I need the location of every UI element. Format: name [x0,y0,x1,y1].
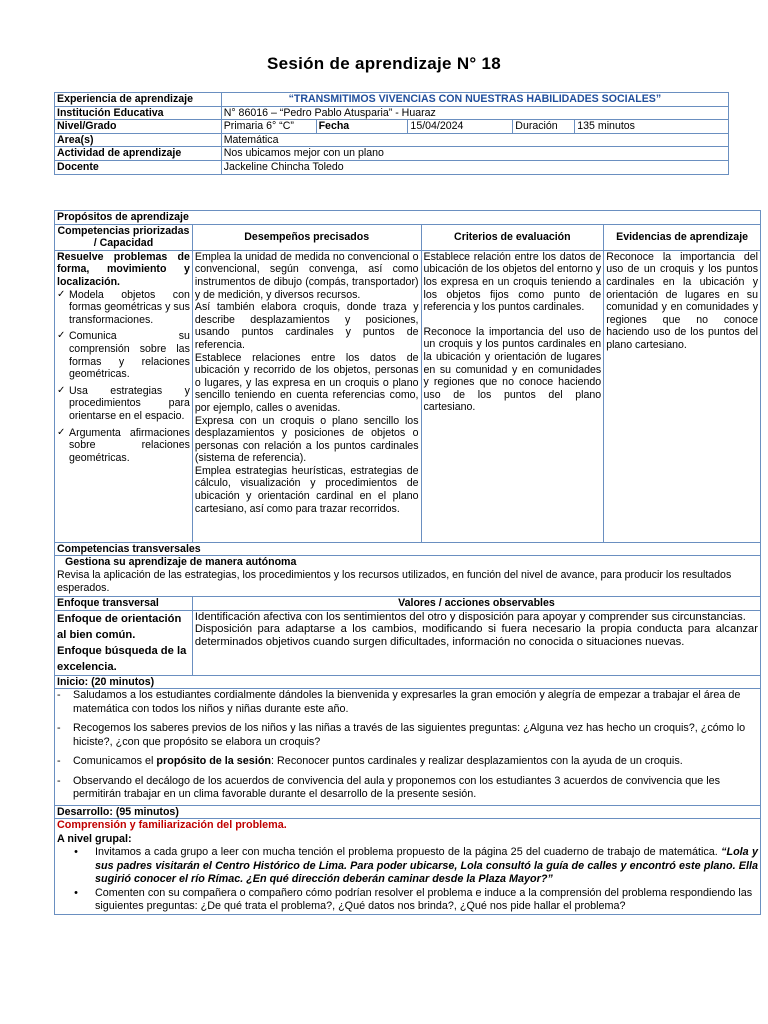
check-icon: ✓ [57,288,66,300]
fecha-label: Fecha [316,120,408,134]
desarrollo-item: • Comenten con su compañera o compañero cómo podrían resolver el problema e induce a la comprensión del problema respondiendo las siguientes preguntas: ¿De qué trata el problema?, ¿Qué datos nos brinda?, ¿Qué nos pide hallar el problema? [57,887,758,914]
valores-cell [192,610,760,675]
col-criterios: Criterios de evaluación [421,224,604,250]
actividad-value: Nos ubicamos mejor con un plano [221,147,728,161]
docente-value: Jackeline Chincha Toledo [221,160,728,174]
competencias-cell [55,250,193,542]
inicio-item: - Comunicamos el propósito de la sesión: Reconocer puntos cardinales y realizar desplazamientos con la ayuda de un croquis. [57,755,683,768]
inicio-heading: Inicio: (20 minutos) [55,675,761,689]
institucion-value: N° 86016 – “Pedro Pablo Atusparia” - Huaraz [221,106,728,120]
enfoque-2: Enfoque búsqueda de la excelencia. [57,644,187,673]
experiencia-value: “TRANSMITIMOS VIVENCIAS CON NUESTRAS HABILIDADES SOCIALES” [221,93,728,107]
capacidad-item: ✓ Comunica su comprensión sobre las formas y relaciones geométricas. [57,330,190,381]
area-label: Area(s) [55,133,222,147]
fecha-value: 15/04/2024 [408,120,513,134]
col-competencias: Competencias priorizadas / Capacidad [55,224,193,250]
duracion-label: Duración [513,120,575,134]
proposito-label: propósito de la sesión [156,755,272,768]
grupal-label: A nivel grupal: [57,832,132,845]
transversales-heading: Competencias transversales [55,542,761,556]
inicio-cell [55,689,761,806]
nivel-label: Nivel/Grado [55,120,222,134]
check-icon: ✓ [57,384,66,396]
page-title: Sesión de aprendizaje N° 18 [266,54,502,73]
criterio-text: Reconoce la importancia del uso de un croquis y los puntos cardinales en la ubicación y orientación de lugares en su comunidad y en comunidades y regiones que no conoce haciendo uso de los puntos del plano cartesiano. [423,325,602,414]
enfoque-label: Enfoque transversal [55,597,193,611]
actividad-label: Actividad de aprendizaje [55,147,222,161]
desempeno-text: Emplea estrategias heurísticas, estrategias de cálculo, visualización y procedimientos de ubicación y orientación cardinal en el plano cartesiano, así como para trazar recorridos. [194,464,419,515]
evidencias-cell: Reconoce la importancia del uso de un croquis y los puntos cardinales en la ubicación y orientación de lugares en su comunidad y en comunidades y regiones que no conoce haciendo uso de los puntos del plano cartesiano. [604,250,761,542]
desarrollo-cell [55,819,761,915]
col-desempenos: Desempeños precisados [192,224,421,250]
transversal-competencia-cell [55,556,761,597]
capacidad-item: ✓ Usa estrategias y procedimientos para orientarse en el espacio. [57,384,190,422]
check-icon: ✓ [57,330,66,342]
info-table [54,92,729,175]
bullet-icon: • [74,846,78,859]
duracion-value: 135 minutos [575,120,729,134]
criterio-text: Establece relación entre los datos de ubicación de los objetos del entorno y los expresa en un croquis teniendo a los objetos fijos como punto de referencia y los puntos cardinales. [423,250,602,314]
desarrollo-subheading: Comprensión y familiarización del problema. [57,819,287,832]
enfoque-1: Enfoque de orientación al bien común. [57,612,182,641]
experiencia-label: Experiencia de aprendizaje [55,93,222,107]
propositos-heading: Propósitos de aprendizaje [55,211,761,225]
valor-1: Identificación afectiva con los sentimientos del otro y disposición para apoyar y comprender sus circunstancias. [194,610,746,623]
session-table [54,210,761,915]
desempeno-text: Establece relaciones entre los datos de ubicación y recorrido de los objetos, personas o lugares, y las expresa en un croquis o plano sencillo teniendo en cuenta referencias como, por ejemplo, calles o avenidas. [194,351,419,414]
enfoques-cell [55,610,193,675]
valor-2: Disposición para adaptarse a los cambios, modificando si fuera necesario la propia conducta para alcanzar determinados objetivos cuando surgen dificultades, información no conocida o situaciones nuevas. [194,623,758,648]
bullet-icon: • [74,886,78,899]
desempeno-text: Emplea la unidad de medida no convencional o convencional, según convenga, así como instrumentos de dibujo (compás, transportador) y de medición, y diversos recursos. [194,250,419,301]
inicio-item: - Recogemos los saberes previos de los niños y las niñas a través de las siguientes preguntas: ¿Alguna vez has hecho un croquis?, ¿cómo lo hiciste?, ¿con que propósito se elabora un croquis? [57,722,746,748]
col-evidencias: Evidencias de aprendizaje [604,224,761,250]
desarrollo-item: • Invitamos a cada grupo a leer con mucha tención el problema propuesto de la página 25 del cuaderno de trabajo de matemática. “Lola y sus padres visitarán el Centro Histórico de Lima. Para poder ubicarse, Lola consultó la guía de calles y encontró este plano. Ella sugirió conocer el río Rímac. ¿En qué dirección deberán caminar desde la Plaza Mayor?” [57,846,758,887]
desempeno-text: Así también elabora croquis, donde traza y describe desplazamientos y posiciones, usando puntos cardinales y puntos de referencia. [194,301,419,351]
capacidad-item: ✓ Argumenta afirmaciones sobre relaciones geométricas. [57,426,190,464]
capacidad-item: ✓ Modela objetos con formas geométricas y sus transformaciones. [57,288,190,326]
docente-label: Docente [55,160,222,174]
desarrollo-heading: Desarrollo: (95 minutos) [55,805,761,819]
desempenos-cell [192,250,421,542]
area-value: Matemática [221,133,728,147]
transversal-descripcion: Revisa la aplicación de las estrategias, los procedimientos y los recursos utilizados, en función del nivel de avance, para producir los resultados esperados. [57,568,732,594]
criterios-cell [421,250,604,542]
valores-label: Valores / acciones observables [192,597,760,611]
institucion-label: Institución Educativa [55,106,222,120]
transversal-competencia: Gestiona su aprendizaje de manera autónoma [65,556,297,569]
check-icon: ✓ [57,426,66,438]
inicio-item: - Observando el decálogo de los acuerdos de convivencia del aula y proponemos con los estudiantes 3 acuerdos de convivencia que les permitirán trabajar en un clima favorable durante el desarrollo de la presente sesión. [57,774,721,801]
competencia-title: Resuelve problemas de forma, movimiento y localización. [57,250,190,288]
nivel-value: Primaria 6° “C” [221,120,316,134]
desempeno-text: Expresa con un croquis o plano sencillo los desplazamientos y posiciones de objetos o personas con relación a los puntos cardinales (sistema de referencia). [194,414,419,465]
inicio-item: - Saludamos a los estudiantes cordialmente dándoles la bienvenida y expresarles la gran emoción y alegría de empezar a trabajar el área de matemática con todos los niños y niñas durante este año. [57,689,741,715]
